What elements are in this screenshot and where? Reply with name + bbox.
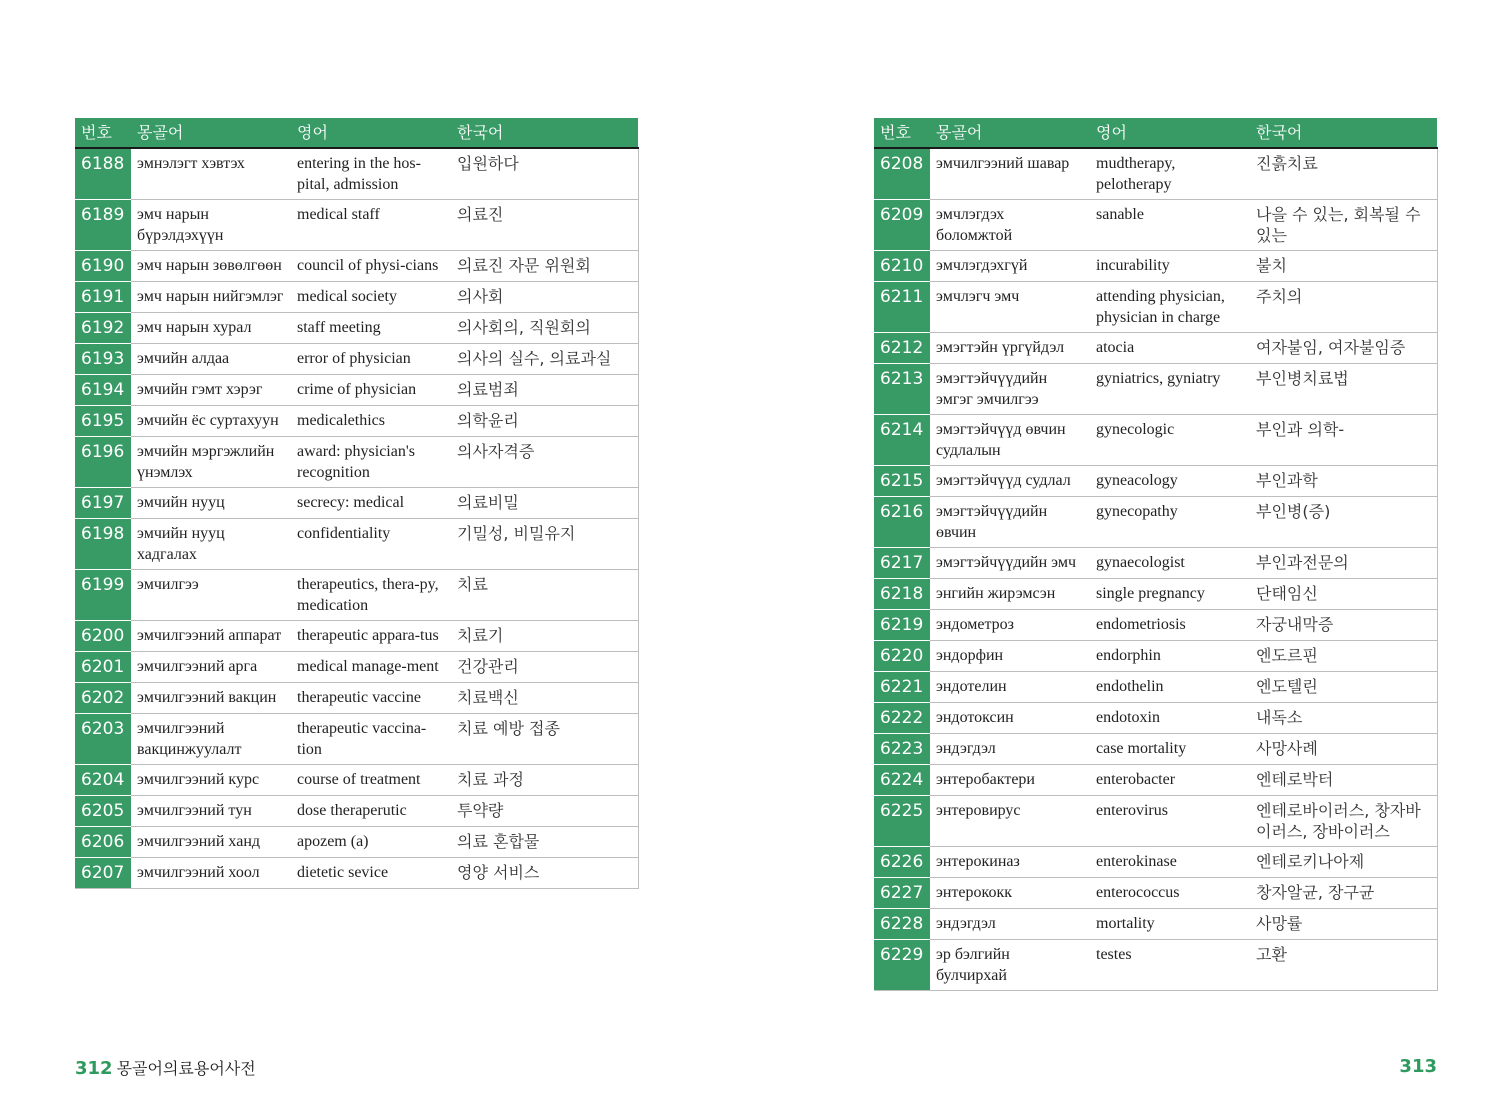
term-number: 6225 (874, 796, 930, 847)
term-english: gyneacology (1090, 466, 1250, 497)
term-english: dietetic sevice (291, 858, 451, 889)
term-number: 6215 (874, 466, 930, 497)
term-english: therapeutics, thera-py, medication (291, 570, 451, 621)
term-korean: 부인병(증) (1250, 497, 1437, 548)
term-english: incurability (1090, 251, 1250, 282)
term-mongolian: эмнэлэгт хэвтэх (131, 148, 291, 200)
term-korean: 부인과 의학- (1250, 415, 1437, 466)
term-korean: 부인과전문의 (1250, 548, 1437, 579)
term-korean: 기밀성, 비밀유지 (451, 519, 638, 570)
term-number: 6209 (874, 200, 930, 251)
term-mongolian: эмчлэгч эмч (930, 282, 1090, 333)
term-korean: 의료진 (451, 200, 638, 251)
term-mongolian: эмчийн нууц хадгалах (131, 519, 291, 570)
table-row (75, 570, 638, 621)
term-korean: 내독소 (1250, 703, 1437, 734)
term-number: 6207 (75, 858, 131, 889)
footer-left (75, 1056, 256, 1079)
term-number: 6193 (75, 344, 131, 375)
term-mongolian: эндэгдэл (930, 909, 1090, 940)
table-row (874, 415, 1437, 466)
term-korean: 사망률 (1250, 909, 1437, 940)
table-row (75, 858, 638, 889)
term-english: endometriosis (1090, 610, 1250, 641)
term-mongolian: эмчилгээний ханд (131, 827, 291, 858)
table-row (75, 406, 638, 437)
term-english: therapeutic vaccina-tion (291, 714, 451, 765)
term-english: gynaecologist (1090, 548, 1250, 579)
term-number: 6188 (75, 148, 131, 200)
term-number: 6208 (874, 148, 930, 200)
term-mongolian: эмэгтэйн үргүйдэл (930, 333, 1090, 364)
term-korean: 의료비밀 (451, 488, 638, 519)
term-mongolian: эндометроз (930, 610, 1090, 641)
table-row (874, 672, 1437, 703)
table-row (75, 375, 638, 406)
table-row (874, 765, 1437, 796)
header-korean: 한국어 (1250, 118, 1437, 148)
table-row (75, 652, 638, 683)
term-number: 6226 (874, 847, 930, 878)
header-number: 번호 (874, 118, 930, 148)
table-header-row (874, 118, 1437, 148)
table-row (874, 497, 1437, 548)
term-korean: 치료 과정 (451, 765, 638, 796)
right-term-table (874, 118, 1438, 991)
term-mongolian: эмч нарын бүрэлдэхүүн (131, 200, 291, 251)
table-row (874, 200, 1437, 251)
term-korean: 의학윤리 (451, 406, 638, 437)
term-korean: 주치의 (1250, 282, 1437, 333)
term-korean: 영양 서비스 (451, 858, 638, 889)
term-english: confidentiality (291, 519, 451, 570)
term-korean: 부인병치료법 (1250, 364, 1437, 415)
term-english: council of physi-cians (291, 251, 451, 282)
term-number: 6222 (874, 703, 930, 734)
table-row (874, 940, 1437, 991)
term-mongolian: эмчилгээний вакцин (131, 683, 291, 714)
term-english: course of treatment (291, 765, 451, 796)
term-english: endorphin (1090, 641, 1250, 672)
table-row (874, 641, 1437, 672)
term-mongolian: эр бэлгийн булчирхай (930, 940, 1090, 991)
term-mongolian: эмчлэгдэх боломжтой (930, 200, 1090, 251)
term-korean: 단태임신 (1250, 579, 1437, 610)
left-page-number: 312 (75, 1058, 113, 1079)
term-mongolian: эмчилгээний хоол (131, 858, 291, 889)
term-english: apozem (a) (291, 827, 451, 858)
term-korean: 의사자격증 (451, 437, 638, 488)
table-row (75, 519, 638, 570)
term-number: 6196 (75, 437, 131, 488)
term-english: therapeutic vaccine (291, 683, 451, 714)
term-korean: 의사의 실수, 의료과실 (451, 344, 638, 375)
term-english: enterobacter (1090, 765, 1250, 796)
table-row (874, 282, 1437, 333)
term-mongolian: эндотоксин (930, 703, 1090, 734)
term-number: 6223 (874, 734, 930, 765)
table-row (75, 344, 638, 375)
term-english: medicalethics (291, 406, 451, 437)
header-english: 영어 (291, 118, 451, 148)
table-row (75, 488, 638, 519)
term-number: 6211 (874, 282, 930, 333)
term-number: 6220 (874, 641, 930, 672)
term-number: 6221 (874, 672, 930, 703)
term-english: crime of physician (291, 375, 451, 406)
term-korean: 고환 (1250, 940, 1437, 991)
term-mongolian: эмэгтэйчүүдийн эмч (930, 548, 1090, 579)
term-mongolian: эмэгтэйчүүд судлал (930, 466, 1090, 497)
term-english: attending physician, physician in charge (1090, 282, 1250, 333)
term-korean: 엔테로키나아제 (1250, 847, 1437, 878)
term-english: atocia (1090, 333, 1250, 364)
term-number: 6216 (874, 497, 930, 548)
term-number: 6204 (75, 765, 131, 796)
term-korean: 치료 (451, 570, 638, 621)
table-row (874, 610, 1437, 641)
term-number: 6228 (874, 909, 930, 940)
term-mongolian: эмчилгээний курс (131, 765, 291, 796)
term-mongolian: эндэгдэл (930, 734, 1090, 765)
term-english: gynecologic (1090, 415, 1250, 466)
term-mongolian: эмчилгээний шавар (930, 148, 1090, 200)
term-number: 6217 (874, 548, 930, 579)
term-mongolian: энтеробактери (930, 765, 1090, 796)
term-mongolian: эмч нарын зөвөлгөөн (131, 251, 291, 282)
term-korean: 엔도텔린 (1250, 672, 1437, 703)
table-row (874, 796, 1437, 847)
term-english: medical manage-ment (291, 652, 451, 683)
term-english: endothelin (1090, 672, 1250, 703)
term-mongolian: эмчилгээний арга (131, 652, 291, 683)
table-row (874, 364, 1437, 415)
term-english: endotoxin (1090, 703, 1250, 734)
term-english: staff meeting (291, 313, 451, 344)
term-number: 6201 (75, 652, 131, 683)
term-mongolian: энтерокиназ (930, 847, 1090, 878)
table-row (874, 333, 1437, 364)
term-number: 6200 (75, 621, 131, 652)
term-mongolian: эмчийн ёс суртахуун (131, 406, 291, 437)
term-english: single pregnancy (1090, 579, 1250, 610)
table-header-row (75, 118, 638, 148)
term-korean: 치료기 (451, 621, 638, 652)
term-number: 6199 (75, 570, 131, 621)
term-mongolian: эмчийн гэмт хэрэг (131, 375, 291, 406)
table-row (75, 200, 638, 251)
table-row (874, 466, 1437, 497)
table-row (75, 437, 638, 488)
term-mongolian: эмчийн мэргэжлийн үнэмлэх (131, 437, 291, 488)
term-number: 6214 (874, 415, 930, 466)
header-mongolian: 몽골어 (131, 118, 291, 148)
term-number: 6218 (874, 579, 930, 610)
term-korean: 진흙치료 (1250, 148, 1437, 200)
header-number: 번호 (75, 118, 131, 148)
term-english: medical staff (291, 200, 451, 251)
term-korean: 엔테로박터 (1250, 765, 1437, 796)
term-number: 6203 (75, 714, 131, 765)
term-english: dose theraperutic (291, 796, 451, 827)
term-korean: 치료 예방 접종 (451, 714, 638, 765)
table-row (75, 765, 638, 796)
term-number: 6192 (75, 313, 131, 344)
term-korean: 창자알균, 장구균 (1250, 878, 1437, 909)
term-number: 6197 (75, 488, 131, 519)
term-number: 6205 (75, 796, 131, 827)
term-english: therapeutic appara-tus (291, 621, 451, 652)
term-korean: 엔테로바이러스, 창자바이러스, 장바이러스 (1250, 796, 1437, 847)
term-korean: 의료 혼합물 (451, 827, 638, 858)
term-mongolian: эмчлэгдэхгүй (930, 251, 1090, 282)
term-number: 6219 (874, 610, 930, 641)
table-row (874, 847, 1437, 878)
term-mongolian: эмэгтэйчүүдийн өвчин (930, 497, 1090, 548)
table-row (874, 734, 1437, 765)
term-number: 6190 (75, 251, 131, 282)
term-english: award: physician's recognition (291, 437, 451, 488)
term-korean: 부인과학 (1250, 466, 1437, 497)
term-english: error of physician (291, 344, 451, 375)
term-korean: 의료진 자문 위원회 (451, 251, 638, 282)
term-mongolian: эмэгтэйчүүдийн эмгэг эмчилгээ (930, 364, 1090, 415)
table-row (874, 909, 1437, 940)
term-mongolian: эмчийн алдаа (131, 344, 291, 375)
term-number: 6194 (75, 375, 131, 406)
term-english: gyniatrics, gyniatry (1090, 364, 1250, 415)
term-korean: 자궁내막증 (1250, 610, 1437, 641)
term-number: 6210 (874, 251, 930, 282)
term-korean: 불치 (1250, 251, 1437, 282)
term-mongolian: энтеровирус (930, 796, 1090, 847)
table-row (75, 148, 638, 200)
term-korean: 의사회 (451, 282, 638, 313)
term-mongolian: эндорфин (930, 641, 1090, 672)
term-number: 6202 (75, 683, 131, 714)
term-mongolian: эмчилгээний вакцинжуулалт (131, 714, 291, 765)
table-row (75, 827, 638, 858)
term-mongolian: энгийн жирэмсэн (930, 579, 1090, 610)
term-english: case mortality (1090, 734, 1250, 765)
term-korean: 건강관리 (451, 652, 638, 683)
term-korean: 나을 수 있는, 회복될 수 있는 (1250, 200, 1437, 251)
header-mongolian: 몽골어 (930, 118, 1090, 148)
left-term-table (75, 118, 639, 889)
term-korean: 투약량 (451, 796, 638, 827)
term-mongolian: энтерококк (930, 878, 1090, 909)
term-english: entering in the hos-pital, admission (291, 148, 451, 200)
table-row (75, 683, 638, 714)
term-mongolian: эмч нарын хурал (131, 313, 291, 344)
term-number: 6195 (75, 406, 131, 437)
right-page-number: 313 (1399, 1056, 1437, 1077)
term-number: 6227 (874, 878, 930, 909)
table-row (874, 579, 1437, 610)
term-korean: 사망사례 (1250, 734, 1437, 765)
book-title: 몽골어의료용어사전 (116, 1059, 256, 1078)
term-korean: 의사회의, 직원회의 (451, 313, 638, 344)
term-number: 6189 (75, 200, 131, 251)
table-row (874, 878, 1437, 909)
header-english: 영어 (1090, 118, 1250, 148)
term-number: 6229 (874, 940, 930, 991)
term-number: 6206 (75, 827, 131, 858)
term-mongolian: эндотелин (930, 672, 1090, 703)
term-mongolian: эмч нарын нийгэмлэг (131, 282, 291, 313)
table-row (75, 313, 638, 344)
table-row (75, 621, 638, 652)
term-english: sanable (1090, 200, 1250, 251)
term-english: enterovirus (1090, 796, 1250, 847)
term-english: mudtherapy, pelotherapy (1090, 148, 1250, 200)
table-row (874, 251, 1437, 282)
table-row (874, 548, 1437, 579)
term-number: 6224 (874, 765, 930, 796)
term-english: testes (1090, 940, 1250, 991)
term-mongolian: эмчийн нууц (131, 488, 291, 519)
term-english: enterokinase (1090, 847, 1250, 878)
term-korean: 치료백신 (451, 683, 638, 714)
term-korean: 의료범죄 (451, 375, 638, 406)
term-english: enterococcus (1090, 878, 1250, 909)
footer-right (1399, 1056, 1437, 1077)
term-english: secrecy: medical (291, 488, 451, 519)
table-row (75, 796, 638, 827)
term-mongolian: эмэгтэйчүүд өвчин судлалын (930, 415, 1090, 466)
term-mongolian: эмчилгээ (131, 570, 291, 621)
term-korean: 엔도르핀 (1250, 641, 1437, 672)
term-mongolian: эмчилгээний тун (131, 796, 291, 827)
table-row (75, 714, 638, 765)
term-english: medical society (291, 282, 451, 313)
table-row (874, 148, 1437, 200)
term-english: gynecopathy (1090, 497, 1250, 548)
term-korean: 입원하다 (451, 148, 638, 200)
header-korean: 한국어 (451, 118, 638, 148)
table-row (75, 251, 638, 282)
table-row (75, 282, 638, 313)
term-english: mortality (1090, 909, 1250, 940)
term-number: 6213 (874, 364, 930, 415)
term-number: 6212 (874, 333, 930, 364)
term-korean: 여자불임, 여자불임증 (1250, 333, 1437, 364)
term-mongolian: эмчилгээний аппарат (131, 621, 291, 652)
table-row (874, 703, 1437, 734)
term-number: 6198 (75, 519, 131, 570)
term-number: 6191 (75, 282, 131, 313)
